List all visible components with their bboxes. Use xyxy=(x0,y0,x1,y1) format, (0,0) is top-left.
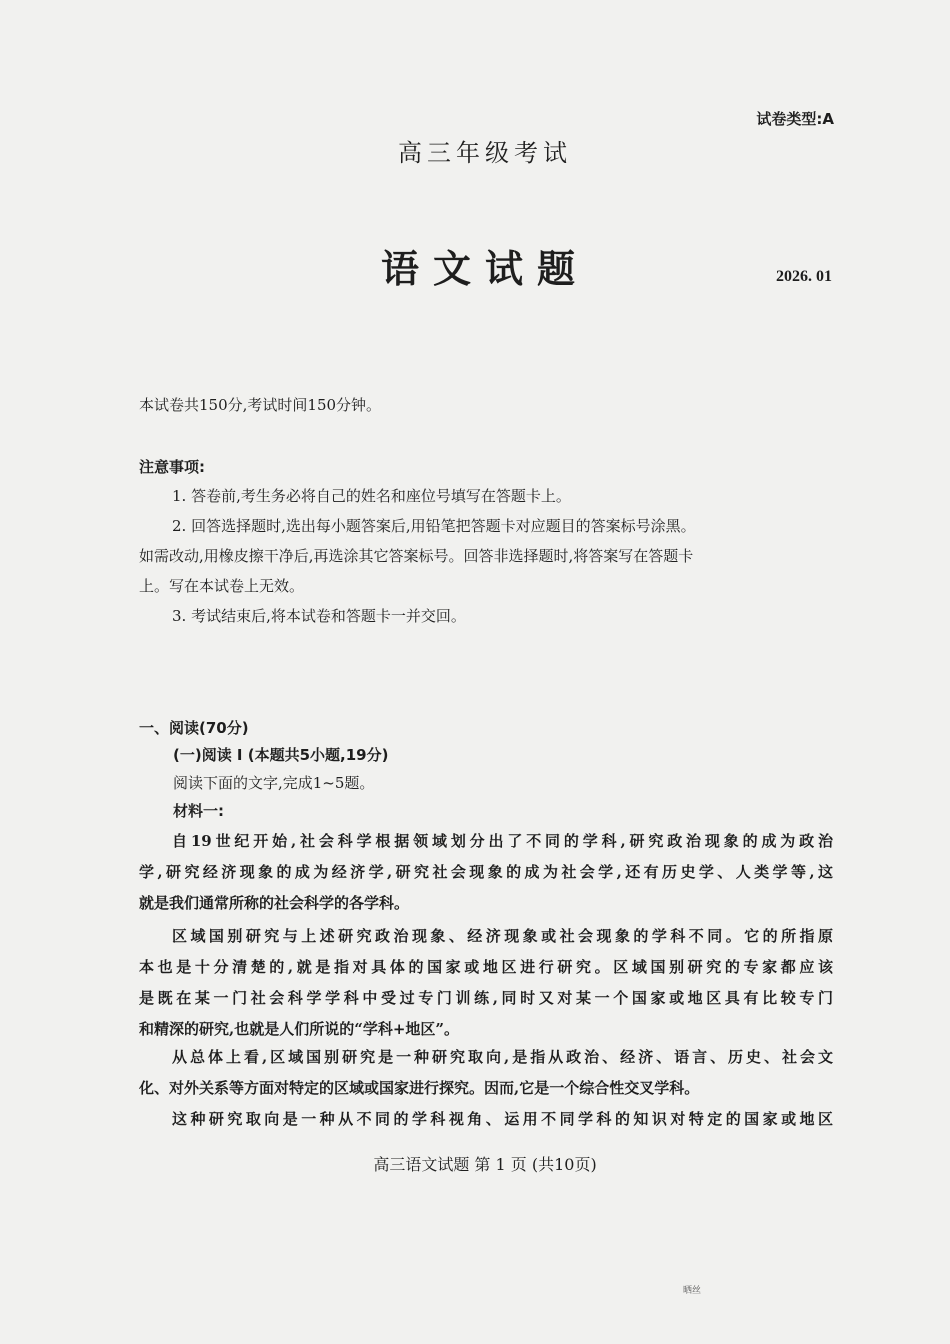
exam-name: 高三年级考试 xyxy=(398,139,572,167)
material-label: 材料一: xyxy=(173,802,224,820)
notice-item-2-line-3: 上。写在本试卷上无效。 xyxy=(139,577,305,595)
subject-title: 语文试题 xyxy=(380,246,589,291)
notice-item-2-line-2: 如需改动,用橡皮擦干净后,再选涂其它答案标号。回答非选择题时,将答案写在答题卡 xyxy=(139,547,694,565)
section-heading: 一、阅读(70分) xyxy=(139,719,249,737)
page-footer: 高三语文试题 第 1 页 (共10页) xyxy=(373,1155,597,1174)
exam-date: 2026. 01 xyxy=(776,268,832,285)
notice-heading: 注意事项: xyxy=(139,458,205,476)
passage-paragraph-1 xyxy=(139,826,833,919)
passage-line: 自19世纪开始,社会科学根据领域划分出了不同的学科,研究政治现象的成为政治 xyxy=(172,832,833,850)
passage-line: 从总体上看,区域国别研究是一种研究取向,是指从政治、经济、语言、历史、社会文 xyxy=(172,1048,833,1066)
passage-paragraph-3 xyxy=(139,1042,833,1104)
passage-paragraph-4 xyxy=(139,1104,833,1135)
passage-line: 就是我们通常所称的社会科学的各学科。 xyxy=(139,894,410,912)
passage-line: 这种研究取向是一种从不同的学科视角、运用不同学科的知识对特定的国家或地区 xyxy=(172,1110,833,1128)
sub-section-heading: (一)阅读 I (本题共5小题,19分) xyxy=(173,746,389,764)
notice-item-3: 3. 考试结束后,将本试卷和答题卡一并交回。 xyxy=(172,607,466,625)
notice-list xyxy=(139,481,833,631)
passage-line: 区域国别研究与上述研究政治现象、经济现象或社会现象的学科不同。它的所指原 xyxy=(172,927,833,945)
exam-intro: 本试卷共150分,考试时间150分钟。 xyxy=(139,396,382,414)
passage-line: 本也是十分清楚的,就是指对具体的国家或地区进行研究。区域国别研究的专家都应该 xyxy=(139,958,833,976)
passage-line: 和精深的研究,也就是人们所说的“学科+地区”。 xyxy=(139,1020,460,1038)
reading-instruction: 阅读下面的文字,完成1~5题。 xyxy=(173,774,375,792)
passage-line: 学,研究经济现象的成为经济学,研究社会现象的成为社会学,还有历史学、人类学等,这 xyxy=(139,863,833,881)
paper-type-label: 试卷类型:A xyxy=(756,110,834,128)
scan-mark: 晒丝 xyxy=(683,1286,702,1296)
passage-paragraph-2 xyxy=(139,921,833,1045)
passage-line: 是既在某一门社会科学学科中受过专门训练,同时又对某一个国家或地区具有比较专门 xyxy=(139,989,833,1007)
notice-item-1: 1. 答卷前,考生务必将自己的姓名和座位号填写在答题卡上。 xyxy=(172,487,571,505)
notice-item-2-line-1: 2. 回答选择题时,选出每小题答案后,用铅笔把答题卡对应题目的答案标号涂黑。 xyxy=(172,517,696,535)
passage-line: 化、对外关系等方面对特定的区域或国家进行探究。因而,它是一个综合性交叉学科。 xyxy=(139,1079,700,1097)
